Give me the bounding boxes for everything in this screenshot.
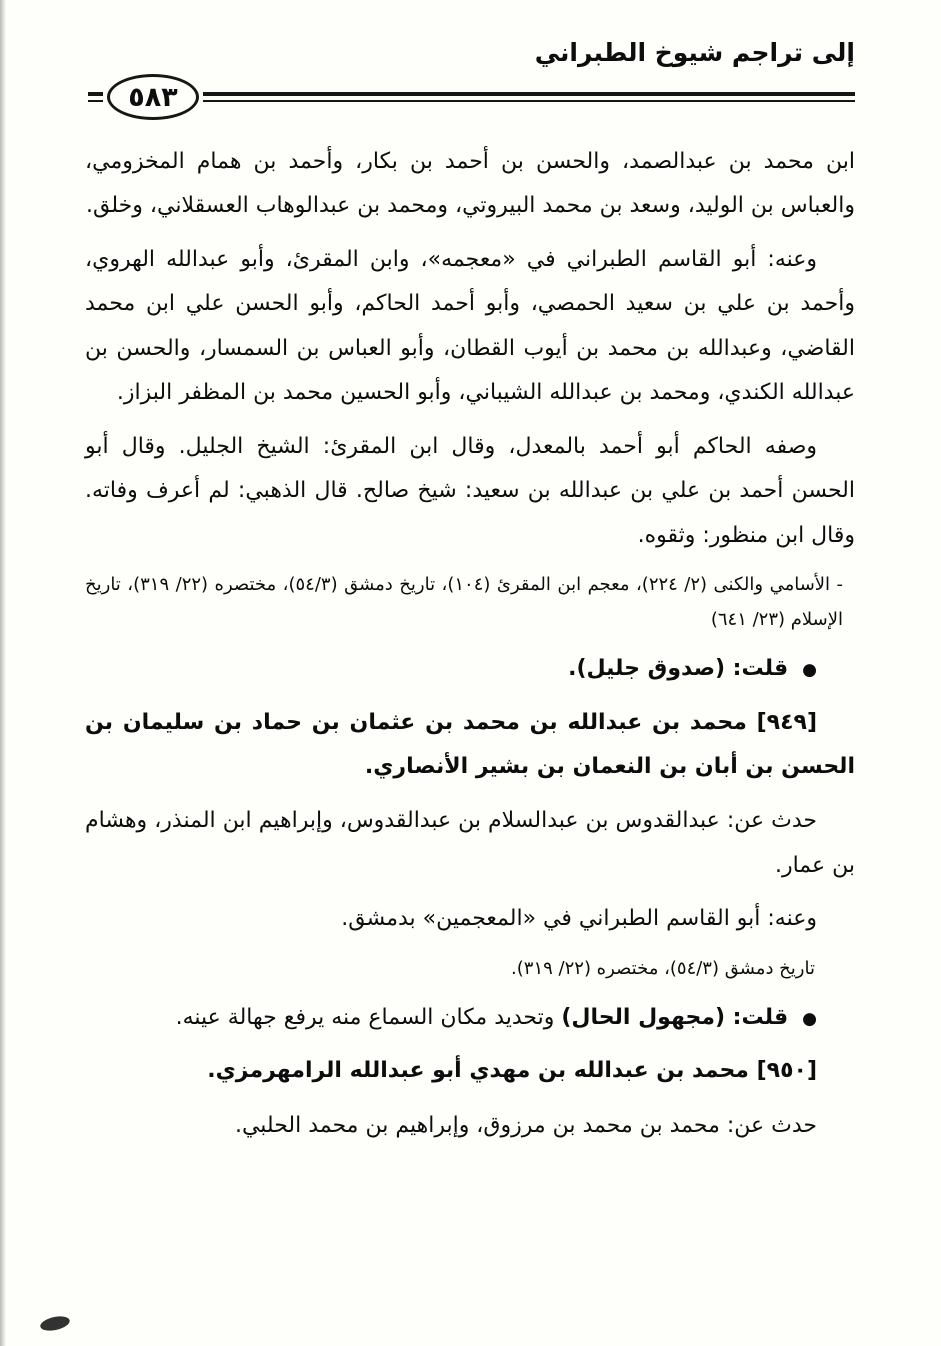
bullet-icon: ● — [802, 1008, 817, 1029]
scan-edge-artifact — [0, 0, 6, 1346]
scan-smudge-artifact — [39, 1314, 71, 1333]
page-header — [88, 38, 855, 120]
verdict-text-948: قلت: (صدوق جليل). — [568, 656, 789, 682]
para-students-list: وعنه: أبو القاسم الطبراني في «معجمه»، وابن المقرئ، وأبو عبدالله الهروي، وأحمد بن علي بن سعيد الحمصي، وأبو أحمد الحاكم، وأبو الحسن علي ابن محمد القاضي، وعبدالله بن محمد بن أيوب القطان، وأبو العباس بن السمسار، والحسن بن عبدالله الكندي، ومحمد بن عبدالله الشيباني، وأبو الحسين محمد بن المظفر البزاز. — [85, 246, 855, 406]
para-scholars-assessment: وصفه الحاكم أبو أحمد بالمعدل، وقال ابن المقرئ: الشيخ الجليل. وقال أبو الحسن أحمد بن علي بن عبدالله بن سعيد: شيخ صالح. قال الذهبي: لم أعرف وفاته. وقال ابن منظور: وثقوه. — [85, 433, 855, 548]
footnote-references-949: تاريخ دمشق (٥٤/٣)، مختصره (٢٢/ ٣١٩). — [511, 957, 815, 979]
footnote-references-948: - الأسامي والكنى (٢/ ٢٢٤)، معجم ابن المقرئ (١٠٤)، تاريخ دمشق (٥٤/٣)، مختصره (٢٢/ ٣١٩)، تاريخ الإسلام (٢٣/ ٦٤١) — [85, 573, 844, 631]
entry-heading-949: [٩٤٩] محمد بن عبدالله بن محمد بن عثمان بن حماد بن سليمان بن الحسن بن أبان بن النعمان بن بشير الأنصاري. — [85, 709, 855, 779]
para-teachers-950: حدث عن: محمد بن محمد بن مرزوق، وإبراهيم بن محمد الحلبي. — [234, 1112, 817, 1138]
para-teachers-949: حدث عن: عبدالقدوس بن عبدالسلام بن عبدالقدوس، وإبراهيم ابن المنذر، وهشام بن عمار. — [85, 808, 855, 878]
para-continuation-names: ابن محمد بن عبدالصمد، والحسن بن أحمد بن بكار، وأحمد بن همام المخزومي، والعباس بن الوليد، وسعد بن محمد البيروتي، ومحمد بن عبدالوهاب العسقلاني، وخلق. — [85, 149, 855, 219]
page-body — [85, 140, 855, 1157]
verdict-line-949 — [85, 996, 855, 1040]
page-number-badge: ٥٨٣ — [107, 74, 199, 120]
entry-heading-950: [٩٥٠] محمد بن عبدالله بن مهدي أبو عبدالله الرامهرمزي. — [207, 1058, 817, 1084]
verdict-line-948 — [85, 647, 855, 691]
header-rule — [88, 74, 855, 120]
left-tick-lines — [88, 92, 103, 102]
double-rule — [203, 92, 855, 102]
para-students-949: وعنه: أبو القاسم الطبراني في «المعجمين» بدمشق. — [341, 906, 817, 932]
verdict-text-949-bold: قلت: (مجهول الحال) — [561, 1004, 789, 1030]
running-head-title: إلى تراجم شيوخ الطبراني — [534, 38, 855, 67]
bullet-icon: ● — [802, 660, 817, 681]
verdict-text-949-rest: وتحديد مكان السماع منه يرفع جهالة عينه. — [175, 1004, 562, 1030]
